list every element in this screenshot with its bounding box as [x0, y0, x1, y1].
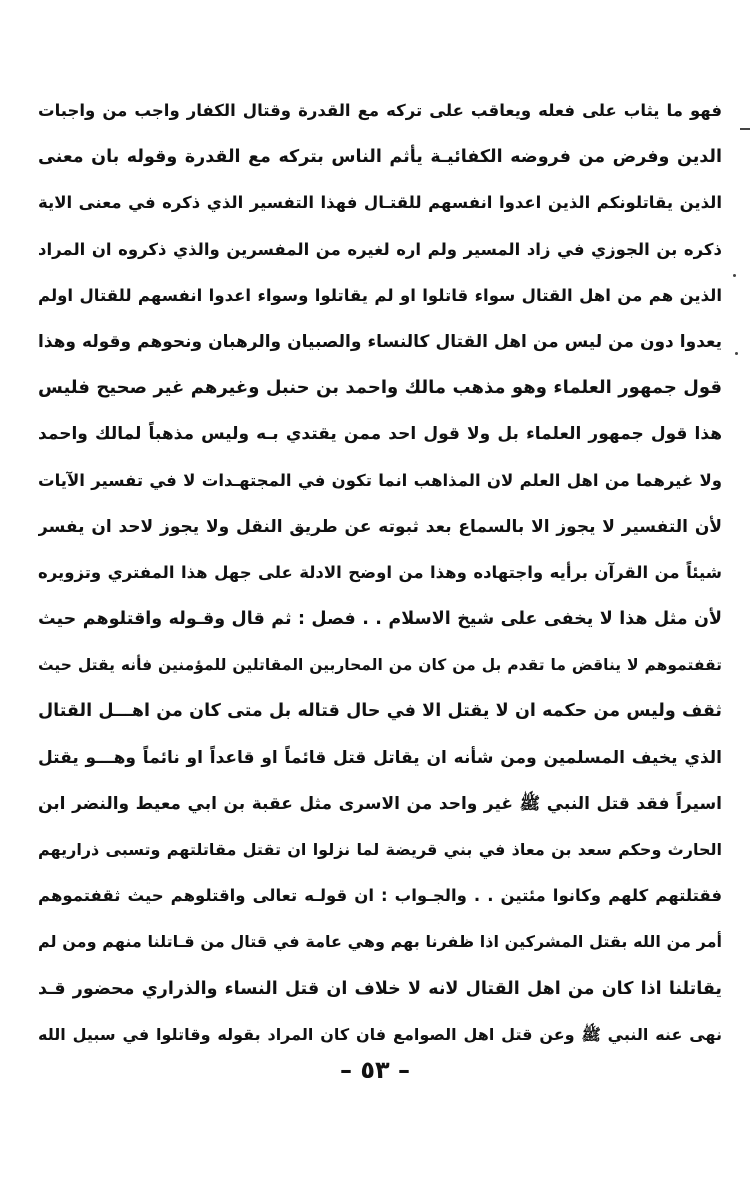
text-line: الحارث وحكم سعد بن معاذ في بني قريضة لما نزلوا ان تقتل مقاتلتهم وتسبى ذراريهم [38, 840, 722, 859]
text-line: ولا غيرهما من اهل العلم لان المذاهب انما تكون في المجتهـدات لا في تفسير الآيات [38, 470, 722, 490]
text-line: شيئاً من القرآن برأيه واجتهاده وهذا من اوضح الادلة على جهل هذا المفتري وتزويره [38, 562, 722, 582]
text-line: لأن مثل هذا لا يخفى على شيخ الاسلام . . فصل : ثم قال وقـوله واقتلوهم حيث [38, 609, 722, 630]
text-line: الذين هم من اهل القتال سواء قاتلوا او لم يقاتلوا وسواء اعدوا انفسهم للقتال اولم [38, 285, 722, 305]
text-line: قول جمهور العلماء وهو مذهب مالك واحمد بن حنبل وغيرهم غير صحيح فليس [38, 377, 722, 399]
text-line: يعدوا دون من ليس من اهل القتال كالنساء والصبيان والرهبان ونحوهم وقوله وهذا [38, 331, 722, 352]
text-line: نهى عنه النبي ﷺ وعن قتل اهل الصوامع فان كان المراد بقوله وقاتلوا في سبيل الله [38, 1024, 722, 1044]
text-line: اسيراً فقد قتل النبي ﷺ غير واحد من الاسرى مثل عقبة بن ابي معيط والنضر ابن [38, 793, 722, 814]
text-line: لأن التفسير لا يجوز الا بالسماع بعد ثبوته عن طريق النقل ولا يجوز لاحد ان يفسر [38, 516, 722, 537]
margin-dot [733, 274, 736, 277]
text-line: الذين يقاتلونكم الذين اعدوا انفسهم للقتـال فهذا التفسير الذي ذكره في معنى الاية [38, 193, 722, 213]
text-line: تقفتموهم لا يناقض ما تقدم بل من كان من المحاربين المقاتلين للمؤمنين فأنه يقتل حيث [38, 656, 722, 675]
margin-mark [740, 128, 750, 130]
text-line: يقاتلنا اذا كان من اهل القتال لانه لا خلاف ان قتل النساء والذراري محضور قـد [38, 978, 722, 999]
text-line: ثقف وليس من حكمه ان لا يقتل الا في حال قتاله بل متى كان من اهـــل القتال [38, 701, 722, 722]
text-line: هذا قول جمهور العلماء بل ولا قول احد ممن يقتدي بـه وليس مذهباً لمالك واحمد [38, 424, 722, 445]
page-number: – ٥٣ – [339, 1056, 410, 1084]
text-line: فهو ما يثاب على فعله ويعاقب على تركه مع القدرة وقتال الكفار واجب من واجبات [38, 101, 722, 120]
text-line: الدين وفرض من فروضه الكفائيـة يأثم الناس بتركه مع القدرة وقوله بان معنى [38, 147, 722, 168]
text-line: الذي يخيف المسلمين ومن شأنه ان يقاتل قتل قائماً او قاعداً او نائماً وهـــو يقتل [38, 747, 722, 768]
text-line: أمر من الله بقتل المشركين اذا ظفرنا بهم وهي عامة في قتال من قـاتلنا منهم ومن لم [38, 932, 722, 952]
margin-dot [735, 352, 738, 355]
text-line: ذكره بن الجوزي في زاد المسير ولم اره لغيره من المفسرين والذي ذكروه ان المراد [38, 239, 722, 259]
text-line: فقتلتهم كلهم وكانوا مئتين . . والجـواب : ان قولـه تعالى واقتلوهم حيث ثقفتموهم [38, 886, 722, 906]
body-text [38, 88, 722, 1058]
